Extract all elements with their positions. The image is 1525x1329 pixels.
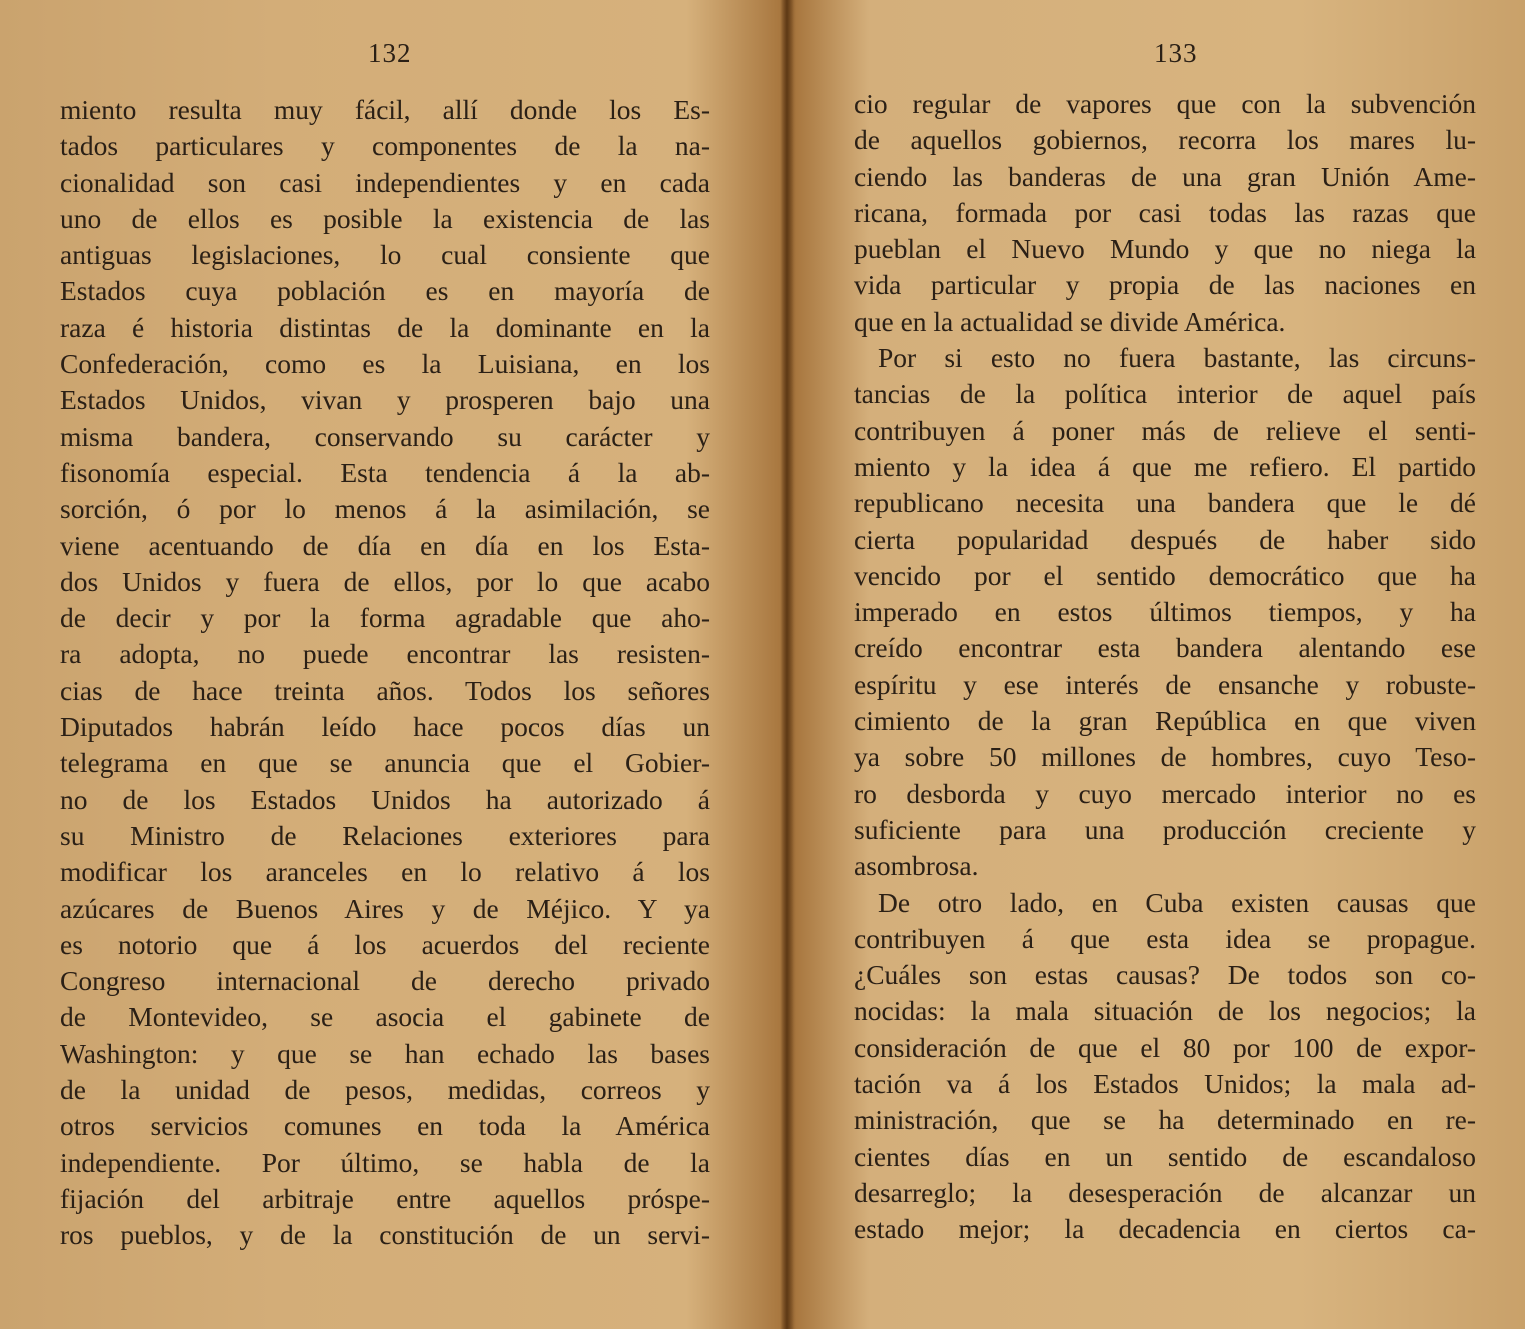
text-line: estado mejor; la decadencia en ciertos ca- xyxy=(854,1213,1476,1245)
text-line: Estados cuya población es en mayoría de xyxy=(60,275,710,307)
text-line: desarreglo; la desesperación de alcanzar un xyxy=(854,1176,1476,1208)
text-line: su Ministro de Relaciones exteriores para xyxy=(60,819,710,851)
text-line: imperado en estos últimos tiempos, y ha xyxy=(854,596,1476,628)
text-line: tancias de la política interior de aquel país xyxy=(854,378,1476,410)
right-page xyxy=(792,0,1525,1329)
text-line: asombrosa. xyxy=(854,850,979,882)
text-line: fijación del arbitraje entre aquellos próspe- xyxy=(60,1182,710,1214)
text-line: ministración, que se ha determinado en re- xyxy=(854,1104,1476,1136)
text-line: uno de ellos es posible la existencia de las xyxy=(60,202,710,234)
text-line: modificar los aranceles en lo relativo á los xyxy=(60,856,710,888)
text-line: es notorio que á los acuerdos del reciente xyxy=(60,928,710,960)
text-line: de Montevideo, se asocia el gabinete de xyxy=(60,1001,710,1033)
text-line: de la unidad de pesos, medidas, correos y xyxy=(60,1074,710,1106)
text-line: de decir y por la forma agradable que aho- xyxy=(60,602,710,634)
text-line: espíritu y ese interés de ensanche y robuste- xyxy=(854,668,1476,700)
text-line: ya sobre 50 millones de hombres, cuyo Teso- xyxy=(854,741,1476,773)
text-line: Washington: y que se han echado las bases xyxy=(60,1037,710,1069)
text-line: pueblan el Nuevo Mundo y que no niega la xyxy=(854,233,1476,265)
text-line: miento resulta muy fácil, allí donde los Es- xyxy=(60,94,710,125)
text-line: miento y la idea á que me refiero. El partido xyxy=(854,450,1476,482)
text-line: antiguas legislaciones, lo cual consiente que xyxy=(60,239,710,271)
text-line: vida particular y propia de las naciones en xyxy=(854,269,1476,301)
text-line: consideración de que el 80 por 100 de expor- xyxy=(854,1031,1476,1063)
text-line: republicano necesita una bandera que le dé xyxy=(854,487,1476,519)
text-line: misma bandera, conservando su carácter y xyxy=(60,420,710,452)
text-line: azúcares de Buenos Aires y de Méjico. Y ya xyxy=(60,892,710,924)
text-line: sorción, ó por lo menos á la asimilación, se xyxy=(60,493,710,525)
text-line: cio regular de vapores que con la subvención xyxy=(854,88,1476,119)
text-line: ra adopta, no puede encontrar las resisten- xyxy=(60,638,710,670)
text-line: cimiento de la gran República en que viven xyxy=(854,705,1476,737)
text-line: Diputados habrán leído hace pocos días un xyxy=(60,711,710,743)
text-line: raza é historia distintas de la dominante en la xyxy=(60,311,710,343)
text-line: tados particulares y componentes de la na- xyxy=(60,130,710,162)
page-number: 133 xyxy=(1154,38,1198,68)
text-line: De otro lado, en Cuba existen causas que xyxy=(878,886,1476,918)
text-line: otros servicios comunes en toda la América xyxy=(60,1110,710,1142)
text-line: ros pueblos, y de la constitución de un servi- xyxy=(60,1219,710,1251)
right-page-text xyxy=(854,86,1476,1248)
text-line: Por si esto no fuera bastante, las circuns- xyxy=(878,342,1476,374)
page-number: 132 xyxy=(368,38,412,68)
text-line: cierta popularidad después de haber sido xyxy=(854,523,1476,555)
text-line: ro desborda y cuyo mercado interior no es xyxy=(854,777,1476,809)
text-line: dos Unidos y fuera de ellos, por lo que acabo xyxy=(60,565,710,597)
text-line: Congreso internacional de derecho privado xyxy=(60,965,710,997)
text-line: no de los Estados Unidos ha autorizado á xyxy=(60,783,710,815)
text-line: cientes días en un sentido de escandaloso xyxy=(854,1140,1476,1172)
text-line: vencido por el sentido democrático que ha xyxy=(854,559,1476,591)
text-line: cionalidad son casi independientes y en cada xyxy=(60,166,710,198)
text-line: ¿Cuáles son estas causas? De todos son co- xyxy=(854,959,1476,991)
left-page-text xyxy=(60,92,710,1254)
text-line: Estados Unidos, vivan y prosperen bajo una xyxy=(60,384,710,416)
text-line: fisonomía especial. Esta tendencia á la ab- xyxy=(60,456,710,488)
text-line: suficiente para una producción creciente y xyxy=(854,813,1476,845)
text-line: tación va á los Estados Unidos; la mala ad- xyxy=(854,1068,1476,1100)
text-line: nocidas: la mala situación de los negocios; la xyxy=(854,995,1476,1027)
text-line: independiente. Por último, se habla de la xyxy=(60,1146,710,1178)
text-line: ricana, formada por casi todas las razas que xyxy=(854,196,1476,228)
text-line: viene acentuando de día en día en los Esta- xyxy=(60,529,710,561)
text-line: que en la actualidad se divide América. xyxy=(854,305,1286,337)
text-line: ciendo las banderas de una gran Unión Ame- xyxy=(854,160,1476,192)
text-line: cias de hace treinta años. Todos los señores xyxy=(60,674,710,706)
text-line: Confederación, como es la Luisiana, en los xyxy=(60,348,710,380)
text-line: contribuyen á que esta idea se propague. xyxy=(854,922,1476,954)
text-line: telegrama en que se anuncia que el Gobier- xyxy=(60,747,710,779)
text-line: contribuyen á poner más de relieve el senti- xyxy=(854,414,1476,446)
text-line: de aquellos gobiernos, recorra los mares lu- xyxy=(854,124,1476,156)
text-line: creído encontrar esta bandera alentando ese xyxy=(854,632,1476,664)
